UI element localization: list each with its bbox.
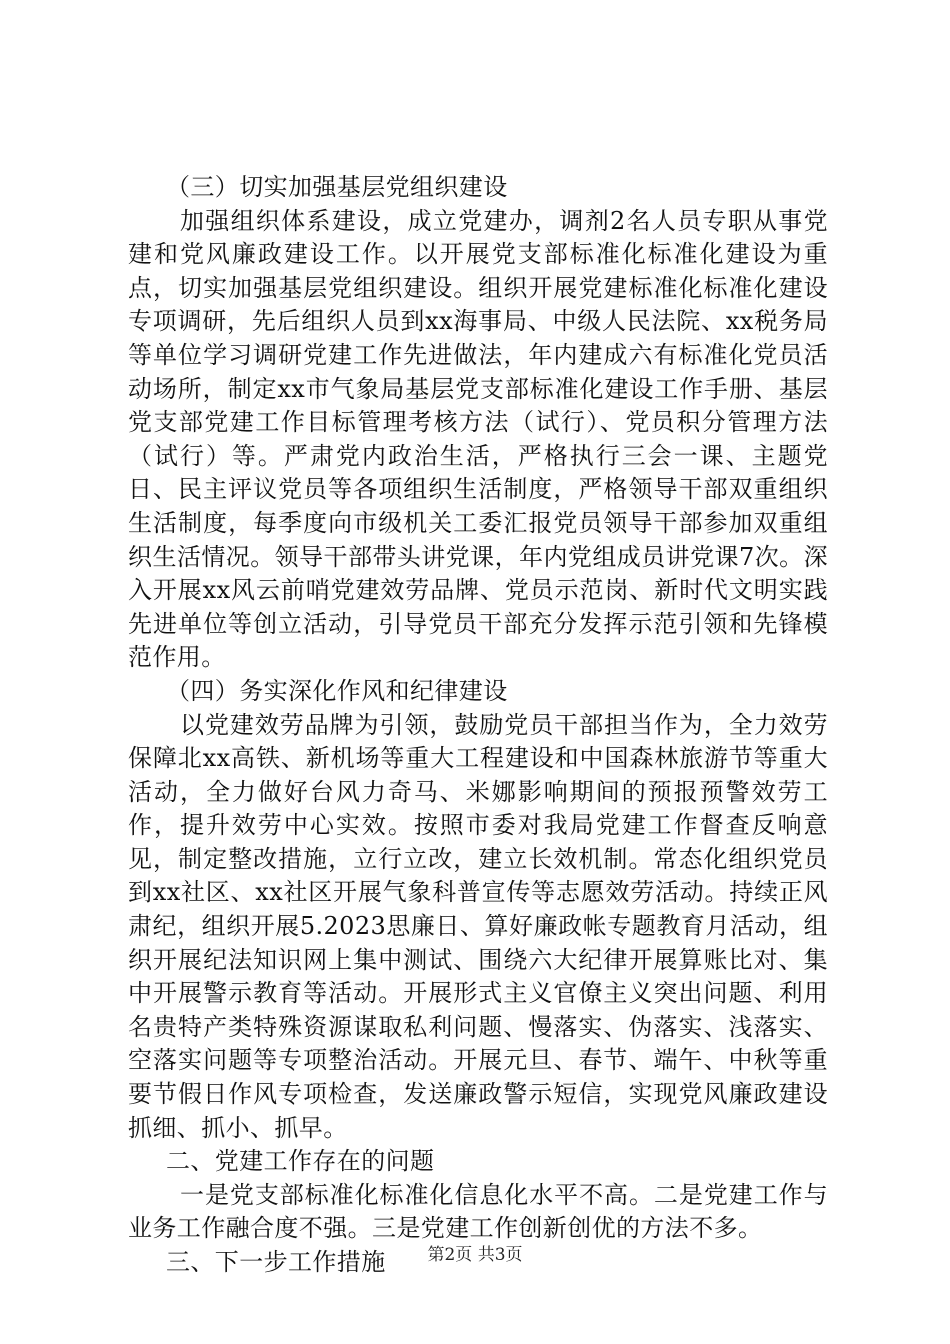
- section-heading-3: （三）切实加强基层党组织建设: [166, 173, 508, 201]
- section-heading-problems: 二、党建工作存在的问题: [166, 1147, 435, 1176]
- section-heading-4: （四）务实深化作风和纪律建设: [166, 676, 508, 705]
- section-paragraph-3: 加强组织体系建设，成立党建办，调剂2名人员专职从事党建和党风廉政建设工作。以开展党支部标准化标准化建设为重点，切实加强基层党组织建设。组织开展党建标准化标准化建设专项调研，先后组织人员到xx海事局、中级人民法院、xx税务局等单位学习调研党建工作先进做法，年内建成六有标准化党员活动场所，制定xx市气象局基层党支部标准化建设工作手册、基层党支部党建工作目标管理考核方法（试行）、党员积分管理方法（试行）等。严肃党内政治生活，严格执行三会一课、主题党日、民主评议党员等各项组织生活制度，严格领导干部双重组织生活制度，每季度向市级机关工委汇报党员领导干部参加双重组织生活情况。领导干部带头讲党课，年内党组成员讲党课7次。深入开展xx风云前哨党建效劳品牌、党员示范岗、新时代文明实践先进单位等创立活动，引导党员干部充分发挥示范引领和先锋模范作用。: [128, 206, 828, 672]
- document-body: [128, 171, 828, 1280]
- section-paragraph-4: 以党建效劳品牌为引领，鼓励党员干部担当作为，全力效劳保障北xx高铁、新机场等重大工程建设和中国森林旅游节等重大活动，全力做好台风力奇马、米娜影响期间的预报预警效劳工作，提升效劳中心实效。按照市委对我局党建工作督查反响意见，制定整改措施，立行立改，建立长效机制。常态化组织党员到xx社区、xx社区开展气象科普宣传等志愿效劳活动。持续正风肃纪，组织开展5.2023思廉日、算好廉政帐专题教育月活动，组织开展纪法知识网上集中测试、围绕六大纪律开展算账比对、集中开展警示教育等活动。开展形式主义官僚主义突出问题、利用名贵特产类特殊资源谋取私利问题、慢落实、伪落实、浅落实、空落实问题等专项整治活动。开展元旦、春节、端午、中秋等重要节假日作风专项检查，发送廉政警示短信，实现党风廉政建设抓细、抓小、抓早。: [128, 710, 828, 1142]
- page-footer: 第2页 共3页: [427, 1245, 523, 1265]
- section-paragraph-problems: 一是党支部标准化标准化信息化水平不高。二是党建工作与业务工作融合度不强。三是党建工作创新创优的方法不多。: [128, 1180, 828, 1243]
- section-heading-next-steps: 三、下一步工作措施: [166, 1248, 386, 1276]
